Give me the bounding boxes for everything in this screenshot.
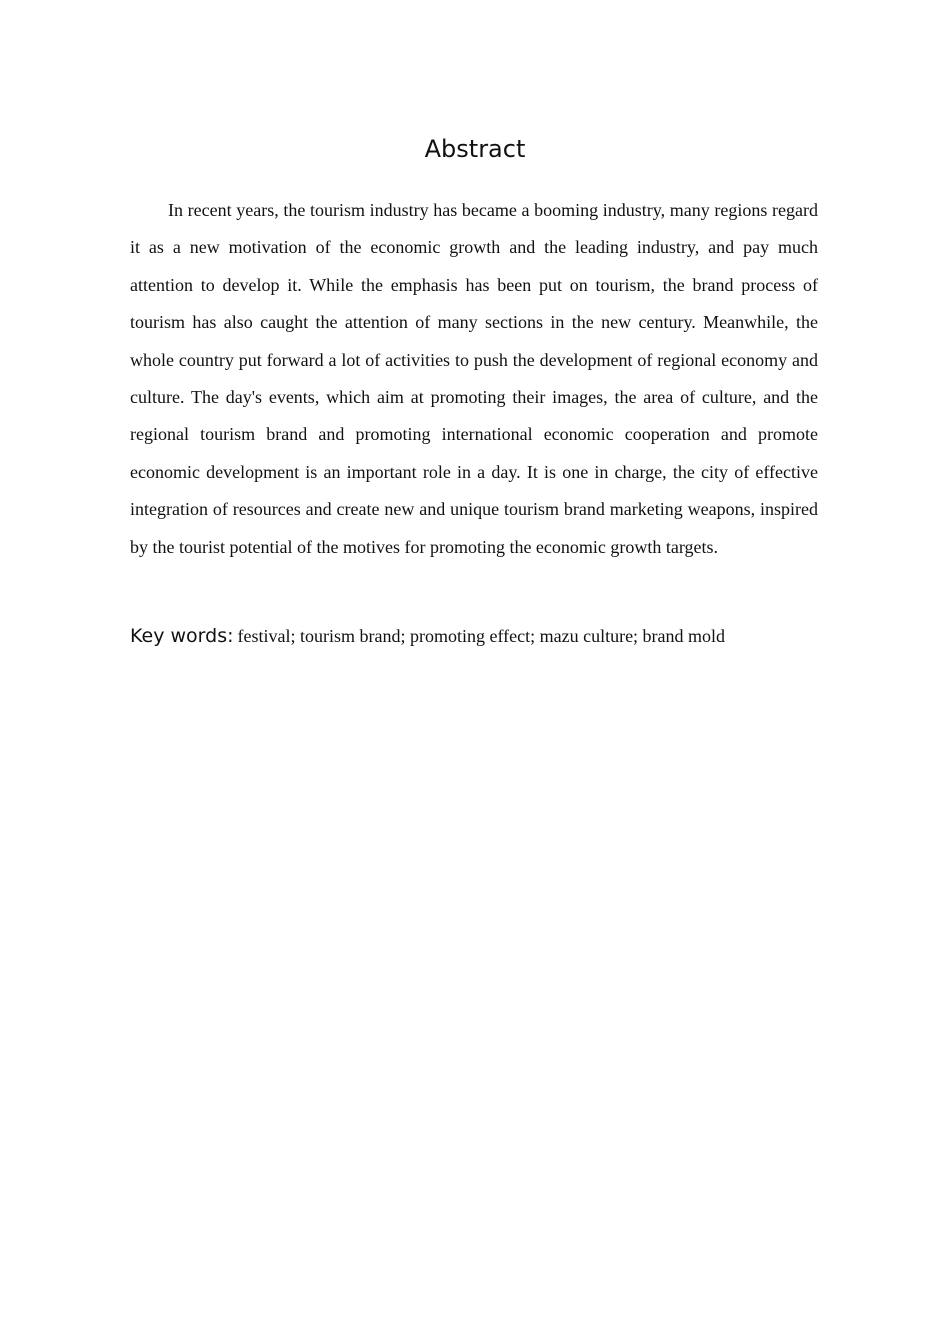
keywords-value: festival; tourism brand; promoting effect; mazu culture; brand mold <box>237 626 726 646</box>
keywords-line <box>130 620 830 654</box>
abstract-paragraph: In recent years, the tourism industry has became a booming industry, many regions regard it as a new motivation of the economic growth and the leading industry, and pay much attention to develop it. While the emphasis has been put on tourism, the brand process of tourism has also caught the attention of many sections in the new century. Meanwhile, the whole country put forward a lot of activities to push the development of regional economy and culture. The day's events, which aim at promoting their images, the area of culture, and the regional tourism brand and promoting international economic cooperation and promote economic development is an important role in a day. It is one in charge, the city of effective integration of resources and create new and unique tourism brand marketing weapons, inspired by the tourist potential of the motives for promoting the economic growth targets. <box>130 200 818 557</box>
page-title: Abstract <box>424 135 526 163</box>
keywords-label: Key words: <box>130 625 234 647</box>
